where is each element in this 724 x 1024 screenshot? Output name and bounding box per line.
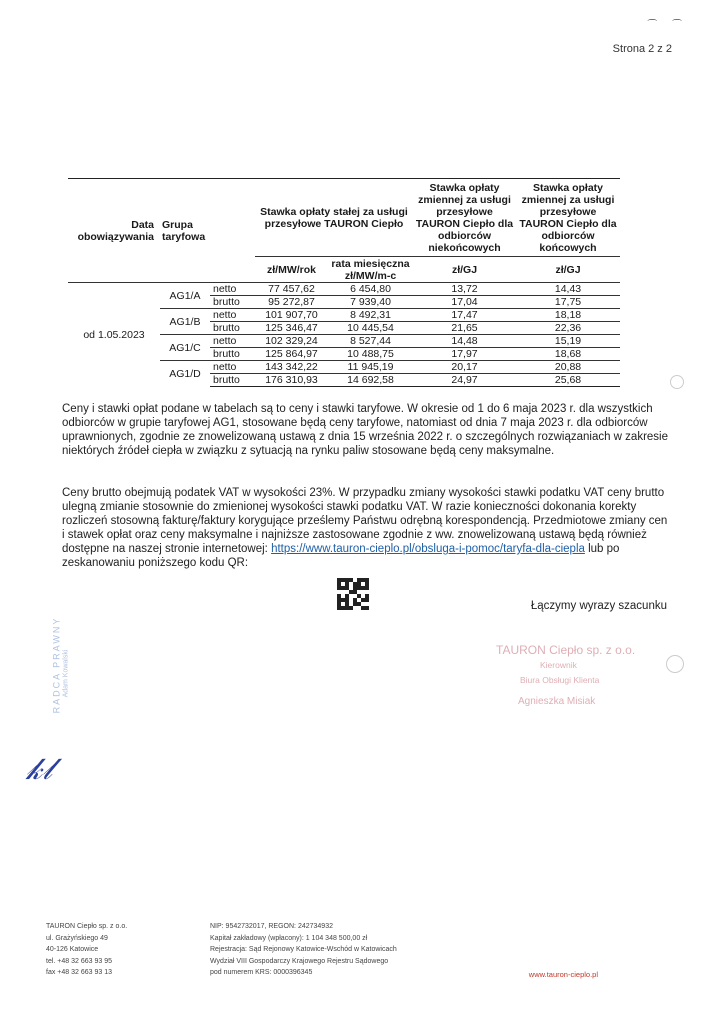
- rate-per-year: 101 907,70: [255, 309, 328, 322]
- footer-registration-info: [210, 921, 397, 979]
- legal-counsel-name: Adam Kowalski: [62, 649, 70, 698]
- rate-per-month: 8 492,31: [328, 309, 413, 322]
- footer-line: Rejestracja: Sąd Rejonowy Katowice-Wschód w Katowicach: [210, 946, 397, 953]
- footer-company-info: [46, 921, 127, 979]
- unit-gj-final: zł/GJ: [516, 257, 620, 283]
- rate-nonfinal: 17,04: [413, 296, 516, 309]
- header-date: Data obowiązywania: [68, 179, 160, 283]
- price-type: netto: [210, 361, 255, 374]
- header-fixed-rate: Stawka opłaty stałej za usługi przesyłowe TAURON Ciepło: [255, 179, 413, 257]
- qr-code: [337, 578, 369, 610]
- rate-final: 22,36: [516, 322, 620, 335]
- rate-per-month: 11 945,19: [328, 361, 413, 374]
- rate-final: 17,75: [516, 296, 620, 309]
- rate-per-year: 125 864,97: [255, 348, 328, 361]
- rate-per-year: 125 346,47: [255, 322, 328, 335]
- tariff-group: AG1/B: [160, 309, 210, 335]
- rate-per-year: 77 457,62: [255, 283, 328, 296]
- price-type: netto: [210, 283, 255, 296]
- tariff-link[interactable]: https://www.tauron-cieplo.pl/obsluga-i-pomoc/taryfa-dla-ciepla: [271, 543, 585, 555]
- rate-nonfinal: 14,48: [413, 335, 516, 348]
- rate-final: 18,68: [516, 348, 620, 361]
- unit-gj-nonfinal: zł/GJ: [413, 257, 516, 283]
- tariff-group: AG1/C: [160, 335, 210, 361]
- closing-salutation: Łączymy wyrazy szacunku: [530, 600, 667, 612]
- company-stamp: TAURON Ciepło sp. z o.o.: [496, 643, 636, 657]
- rate-final: 14,43: [516, 283, 620, 296]
- stamp-name: Agnieszka Misiak: [518, 696, 596, 707]
- rate-nonfinal: 21,65: [413, 322, 516, 335]
- rate-final: 25,68: [516, 374, 620, 387]
- rate-per-month: 10 445,54: [328, 322, 413, 335]
- rate-nonfinal: 17,47: [413, 309, 516, 322]
- footer-line: pod numerem KRS: 0000396345: [210, 969, 313, 976]
- unit-year: zł/MW/rok: [255, 257, 328, 283]
- header-variable-final: Stawka opłaty zmiennej za usługi przesyłowe TAURON Ciepło dla odbiorców końcowych: [516, 179, 620, 257]
- tariff-group: AG1/D: [160, 361, 210, 387]
- tariff-table: [68, 178, 620, 387]
- rate-final: 20,88: [516, 361, 620, 374]
- price-type: netto: [210, 335, 255, 348]
- footer-line: ul. Grażyńskiego 49: [46, 934, 108, 942]
- legal-counsel-stamp: RADCA PRAWNY: [51, 616, 62, 714]
- circle-mark: [666, 655, 684, 673]
- price-type: netto: [210, 309, 255, 322]
- rate-per-year: 95 272,87: [255, 296, 328, 309]
- validity-date: od 1.05.2023: [68, 283, 160, 387]
- tariff-note-paragraph: Ceny i stawki opłat podane w tabelach są to ceny i stawki taryfowe. W okresie od 1 do 6 maja 2023 r. dla wszystkich odbiorców w grupie taryfowej AG1, stosowane będą ceny taryfowe, natomiast od dnia 7 maja 2023 r. dla odbiorców uprawnionych, zgodnie ze znowelizowaną ustawą z dnia 15 września 2022 r. o szczególnych rozwiązaniach w zakresie niektórych źródeł ciepła w związku z sytuacją na rynku paliw stosowane będą ceny maksymalne.: [62, 403, 668, 457]
- footer-line: Kapitał zakładowy (wpłacony): 1 104 348 500,00 zł: [210, 934, 368, 942]
- rate-final: 18,18: [516, 309, 620, 322]
- footer-line: fax +48 32 663 93 13: [46, 969, 112, 976]
- price-type: brutto: [210, 374, 255, 387]
- rate-final: 15,19: [516, 335, 620, 348]
- price-type: brutto: [210, 348, 255, 361]
- tariff-group: AG1/A: [160, 283, 210, 309]
- rate-nonfinal: 13,72: [413, 283, 516, 296]
- rate-per-year: 176 310,93: [255, 374, 328, 387]
- rate-per-month: 7 939,40: [328, 296, 413, 309]
- stamp-department: Biura Obsługi Klienta: [520, 675, 600, 685]
- vat-note-paragraph: [62, 486, 672, 570]
- rate-nonfinal: 24,97: [413, 374, 516, 387]
- table-row: [68, 283, 620, 296]
- price-type: brutto: [210, 322, 255, 335]
- footer-website-link[interactable]: www.tauron-cieplo.pl: [528, 970, 598, 979]
- footer-line: Wydział VIII Gospodarczy Krajowego Rejestru Sądowego: [210, 957, 389, 965]
- footer-line: TAURON Ciepło sp. z o.o.: [46, 923, 128, 930]
- vat-note-tail: lub po zeskanowaniu poniższego kodu QR:: [62, 543, 620, 569]
- handwritten-signature: 𝓀𝓁: [26, 752, 53, 787]
- rate-per-month: 10 488,75: [328, 348, 413, 361]
- rate-per-year: 143 342,22: [255, 361, 328, 374]
- unit-month: rata miesięczna zł/MW/m-c: [328, 257, 413, 283]
- circle-mark: [670, 375, 684, 389]
- footer-line: tel. +48 32 663 93 95: [46, 957, 112, 965]
- footer-line: NIP: 9542732017, REGON: 242734932: [210, 923, 333, 930]
- vat-note-text: Ceny brutto obejmują podatek VAT w wysokości 23%. W przypadku zmiany wysokości stawki podatku VAT ceny brutto ulegną zmianie stosownie do zmienionej wysokości stawki podatku VAT. W razie konieczności dokonania korekty rozliczeń stosowną fakturę/faktury korygujące prześlemy Państwu odrębną korespondencją. Przedmiotowe zmiany cen i stawek opłat oraz ceny maksymalne i najniższe zastosowane zgodnie z ww. znowelizowaną ustawą będą również dostępne na naszej stronie internetowej:: [62, 487, 668, 555]
- price-type: brutto: [210, 296, 255, 309]
- footer-line: 40-126 Katowice: [46, 946, 99, 953]
- rate-per-month: 14 692,58: [328, 374, 413, 387]
- rate-nonfinal: 17,97: [413, 348, 516, 361]
- header-group: Grupa taryfowa: [160, 179, 210, 283]
- rate-per-month: 6 454,80: [328, 283, 413, 296]
- stamp-role: Kierownik: [540, 660, 577, 670]
- corner-marks: ⌒ ⌒: [647, 20, 688, 31]
- rate-per-month: 8 527,44: [328, 335, 413, 348]
- page-number: Strona 2 z 2: [612, 43, 672, 55]
- header-variable-nonfinal: Stawka opłaty zmiennej za usługi przesyłowe TAURON Ciepło dla odbiorców niekońcowych: [413, 179, 516, 257]
- rate-nonfinal: 20,17: [413, 361, 516, 374]
- rate-per-year: 102 329,24: [255, 335, 328, 348]
